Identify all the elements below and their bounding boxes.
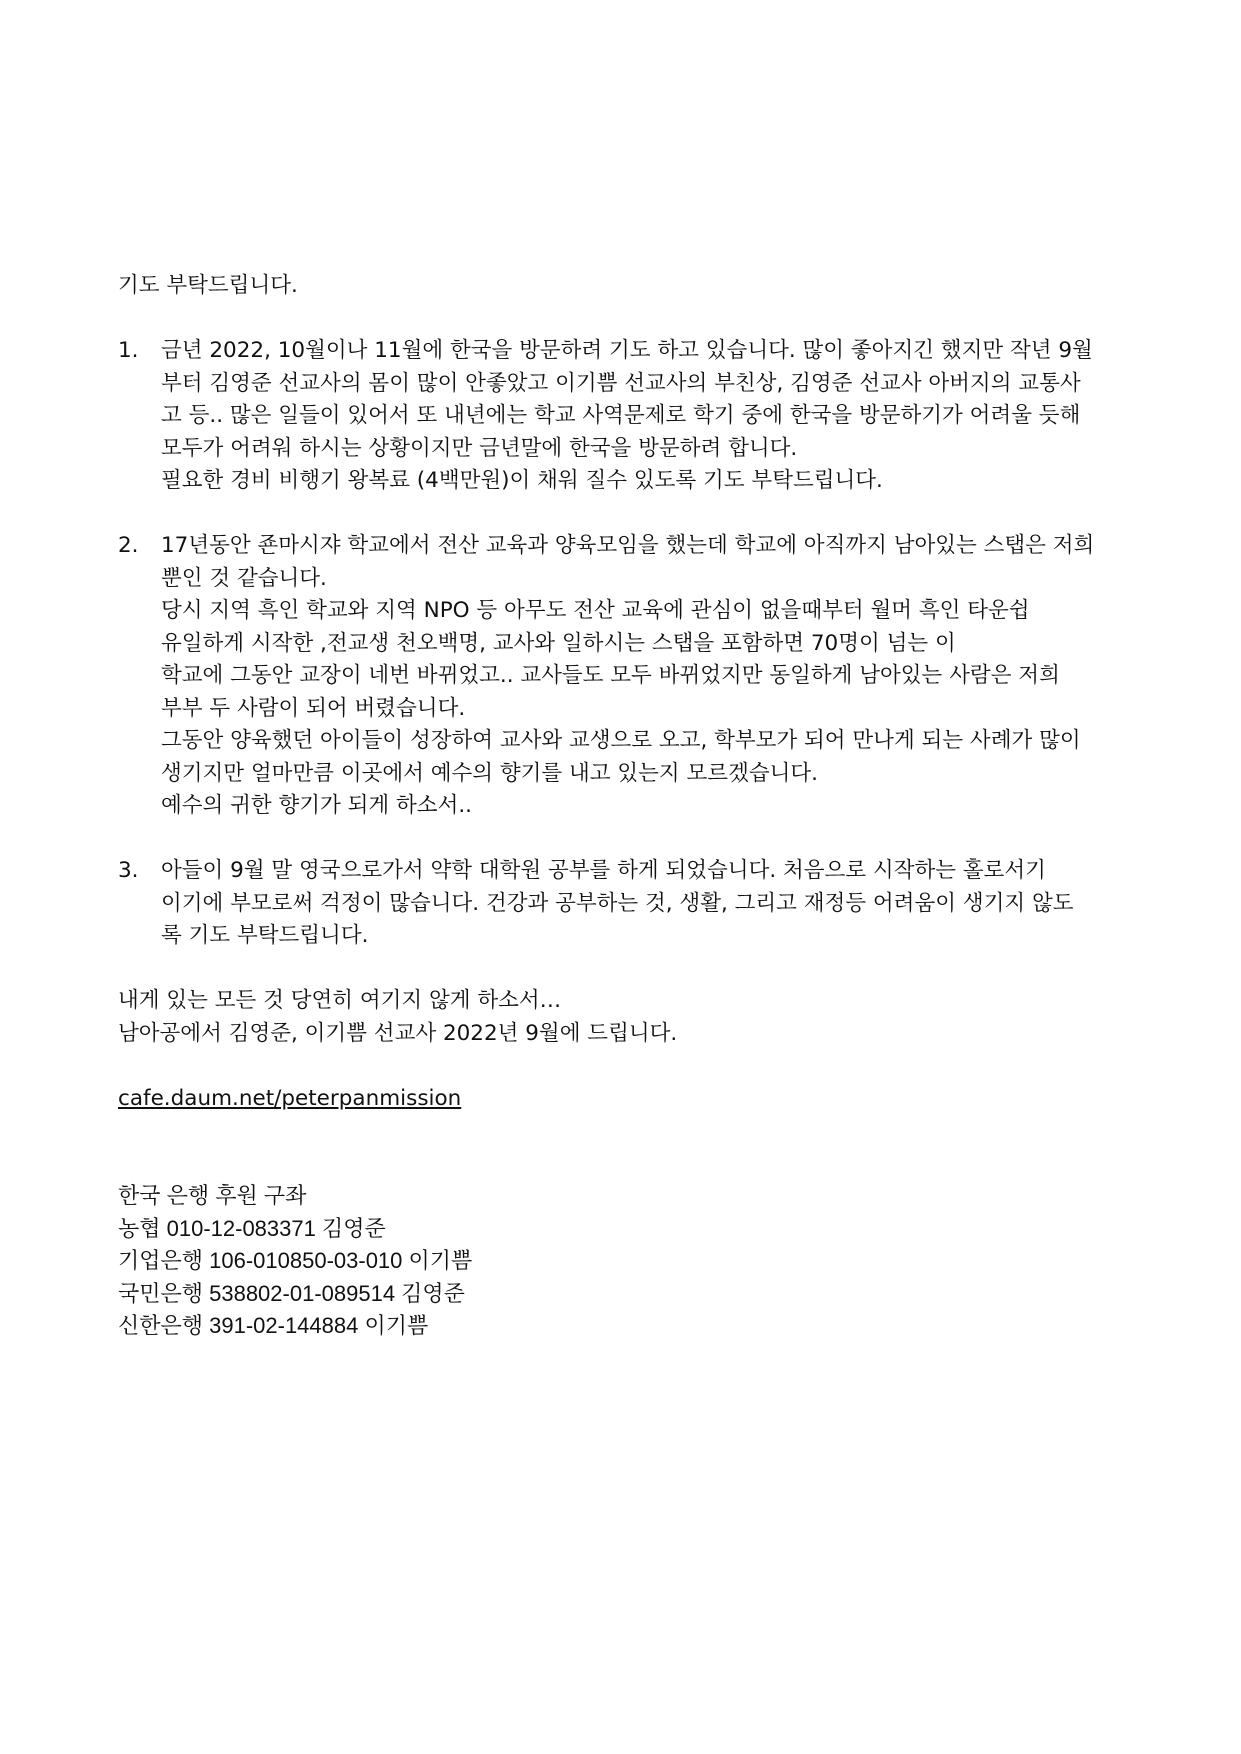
bank-account: 국민은행 538802-01-089514 김영준: [118, 1280, 465, 1306]
item-line: 그동안 양육했던 아이들이 성장하여 교사와 교생으로 오고, 학부모가 되어 만나게 되는 사례가 많이: [161, 728, 1081, 753]
item-line: 학교에 그동안 교장이 네번 바뀌었고.. 교사들도 모두 바뀌었지만 동일하게 남아있는 사람은 저희: [161, 663, 1060, 688]
item-line: 생기지만 얼마만큼 이곳에서 예수의 향기를 내고 있는지 모르겠습니다.: [161, 760, 818, 786]
letter-body: [118, 270, 1128, 1343]
item-number: 1.: [118, 338, 139, 363]
item-line: 부터 김영준 선교사의 몸이 많이 안좋았고 이기쁨 선교사의 부친상, 김영준 선교사 아버지의 교통사: [161, 370, 1081, 396]
closing-line-1: 내게 있는 모든 것 당연히 여기지 않게 하소서…: [118, 988, 562, 1013]
closing-line-2: 남아공에서 김영준, 이기쁨 선교사 2022년 9월에 드립니다.: [118, 1020, 678, 1046]
bank-account: 농협 010-12-083371 김영준: [118, 1215, 386, 1241]
item-line: 록 기도 부탁드립니다.: [161, 923, 369, 948]
item-line: 뿐인 것 같습니다.: [161, 565, 327, 591]
item-line: 예수의 귀한 향기가 되게 하소서..: [161, 793, 473, 818]
prayer-item-1: [118, 335, 1128, 498]
bank-accounts: [118, 1180, 1128, 1343]
item-line: 부부 두 사람이 되어 버렸습니다.: [161, 695, 466, 721]
prayer-item-3: [118, 855, 1128, 953]
item-line: 이기에 부모로써 걱정이 많습니다. 건강과 공부하는 것, 생활, 그리고 재정등 어려움이 생기지 않도: [161, 890, 1074, 916]
bank-account: 기업은행 106-010850-03-010 이기쁨: [118, 1248, 473, 1273]
letter-heading: 기도 부탁드립니다.: [118, 273, 298, 298]
item-line: 고 등.. 많은 일들이 있어서 또 내년에는 학교 사역문제로 학기 중에 한국을 방문하기가 어려울 듯해: [161, 403, 1081, 428]
item-number: 2.: [118, 533, 139, 558]
item-line: 금년 2022, 10월이나 11월에 한국을 방문하려 기도 하고 있습니다. 많이 좋아지긴 했지만 작년 9월: [161, 338, 1093, 363]
bank-account: 신한은행 391-02-144884 이기쁨: [118, 1313, 429, 1338]
cafe-link[interactable]: cafe.daum.net/peterpanmission: [118, 1085, 462, 1111]
item-line: 필요한 경비 비행기 왕복료 (4백만원)이 채워 질수 있도록 기도 부탁드립니다.: [161, 468, 883, 493]
item-line: 아들이 9월 말 영국으로가서 약학 대학원 공부를 하게 되었습니다. 처음으로 시작하는 홀로서기: [161, 858, 1046, 883]
item-line: 17년동안 죤마시쟈 학교에서 전산 교육과 양육모임을 했는데 학교에 아직까지 남아있는 스탭은 저희: [161, 533, 1095, 558]
item-line: 모두가 어려워 하시는 상황이지만 금년말에 한국을 방문하려 합니다.: [161, 435, 798, 461]
item-line: 유일하게 시작한 ,전교생 천오백명, 교사와 일하시는 스탭을 포함하면 70명이 넘는 이: [161, 630, 956, 656]
item-line: 당시 지역 흑인 학교와 지역 NPO 등 아무도 전산 교육에 관심이 없을때부터 월머 흑인 타운쉽: [161, 598, 1030, 623]
bank-title: 한국 은행 후원 구좌: [118, 1183, 307, 1208]
prayer-item-2: [118, 530, 1128, 823]
item-number: 3.: [118, 858, 139, 883]
